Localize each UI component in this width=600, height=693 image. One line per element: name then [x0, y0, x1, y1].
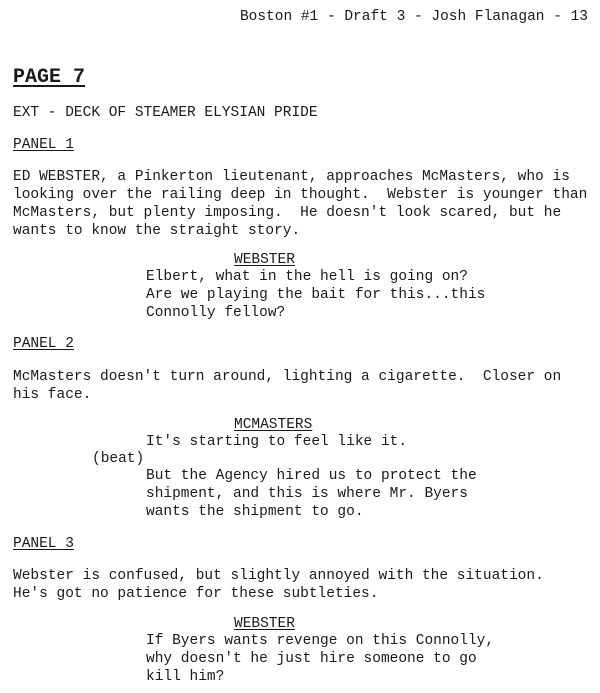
page-header: Boston #1 - Draft 3 - Josh Flanagan - 13	[239, 9, 588, 25]
panel-1-label: PANEL 1	[13, 137, 74, 153]
panel-2-dialogue-2: But the Agency hired us to protect the shipment, and this is where Mr. Byers wants the shipment to go.	[146, 468, 477, 520]
panel-1-character: WEBSTER	[234, 252, 295, 268]
panel-2-dialogue-1: It's starting to feel like it.	[146, 434, 408, 450]
panel-1-action: ED WEBSTER, a Pinkerton lieutenant, approaches McMasters, who is looking over the railing deep in thought. Webster is younger than McMasters, but plenty imposing. He doesn't look scared, but he wants to know the straight story.	[13, 169, 588, 239]
panel-1-dialogue: Elbert, what in the hell is going on? Are we playing the bait for this...this Connolly fellow?	[146, 269, 486, 321]
panel-3-character: WEBSTER	[234, 616, 295, 632]
panel-3-action: Webster is confused, but slightly annoyed with the situation. He's got no patience for these subtleties.	[13, 568, 544, 602]
panel-3-dialogue: If Byers wants revenge on this Connolly, why doesn't he just hire someone to go kill him?	[146, 633, 495, 685]
panel-2-parenthetical: (beat)	[92, 451, 145, 467]
scene-heading: EXT - DECK OF STEAMER ELYSIAN PRIDE	[13, 105, 318, 121]
panel-2-label: PANEL 2	[13, 336, 74, 352]
panel-3-label: PANEL 3	[13, 536, 74, 552]
panel-2-character: MCMASTERS	[234, 417, 313, 433]
panel-2-action: McMasters doesn't turn around, lighting a cigarette. Closer on his face.	[13, 369, 562, 403]
page-title: PAGE 7	[13, 66, 86, 89]
